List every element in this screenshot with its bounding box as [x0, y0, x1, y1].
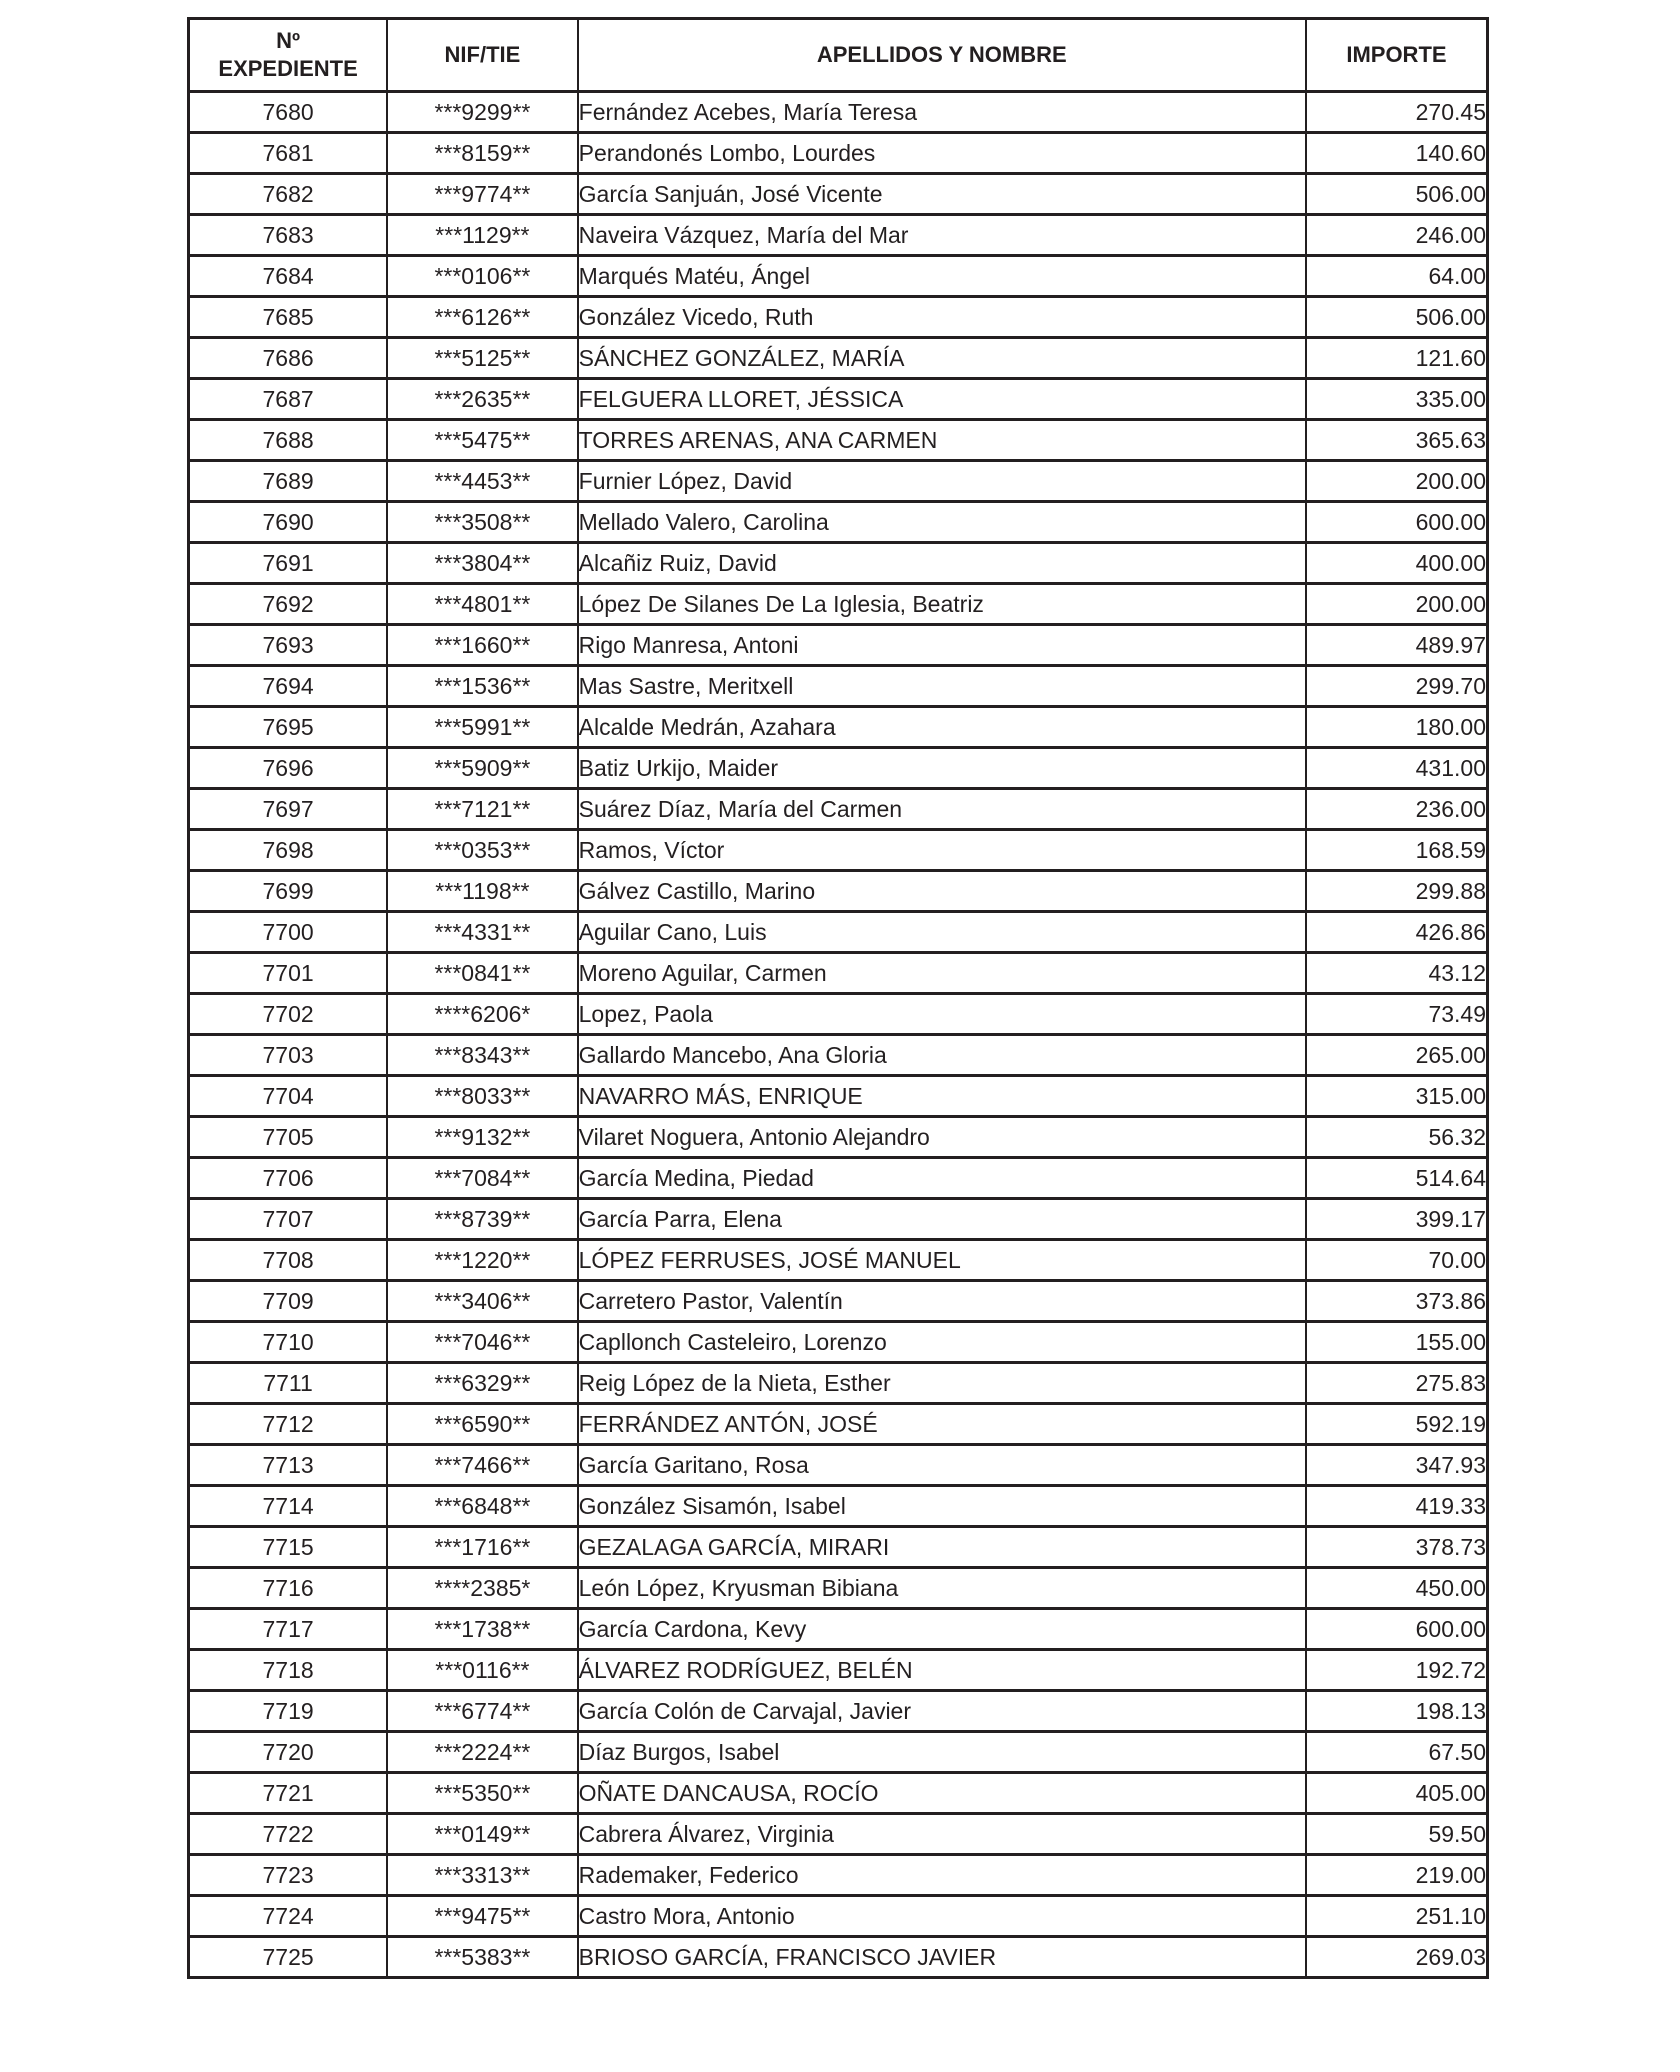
table-row	[189, 256, 1488, 297]
cell-importe: 155.00	[1306, 1322, 1488, 1363]
cell-nombre: GEZALAGA GARCÍA, MIRARI	[578, 1527, 1306, 1568]
cell-nombre: SÁNCHEZ GONZÁLEZ, MARÍA	[578, 338, 1306, 379]
cell-nombre: FELGUERA LLORET, JÉSSICA	[578, 379, 1306, 420]
cell-nif: ***7121**	[387, 789, 577, 830]
table-row	[189, 871, 1488, 912]
table-row	[189, 543, 1488, 584]
cell-importe: 450.00	[1306, 1568, 1488, 1609]
cell-nif: ***9475**	[387, 1896, 577, 1937]
cell-importe: 335.00	[1306, 379, 1488, 420]
cell-nif: ***2635**	[387, 379, 577, 420]
table-row	[189, 1568, 1488, 1609]
cell-expediente: 7723	[189, 1855, 388, 1896]
cell-expediente: 7720	[189, 1732, 388, 1773]
cell-nif: ***0116**	[387, 1650, 577, 1691]
cell-expediente: 7697	[189, 789, 388, 830]
cell-nif: ***7046**	[387, 1322, 577, 1363]
cell-importe: 400.00	[1306, 543, 1488, 584]
cell-nif: ***6774**	[387, 1691, 577, 1732]
cell-nif: ***8159**	[387, 133, 577, 174]
cell-importe: 265.00	[1306, 1035, 1488, 1076]
cell-nombre: Naveira Vázquez, María del Mar	[578, 215, 1306, 256]
cell-nombre: García Sanjuán, José Vicente	[578, 174, 1306, 215]
cell-nif: ***3406**	[387, 1281, 577, 1322]
cell-nombre: Marqués Matéu, Ángel	[578, 256, 1306, 297]
cell-nombre: TORRES ARENAS, ANA CARMEN	[578, 420, 1306, 461]
cell-importe: 373.86	[1306, 1281, 1488, 1322]
table-row	[189, 420, 1488, 461]
cell-importe: 192.72	[1306, 1650, 1488, 1691]
cell-expediente: 7715	[189, 1527, 388, 1568]
cell-expediente: 7717	[189, 1609, 388, 1650]
table-row	[189, 1363, 1488, 1404]
cell-nombre: Moreno Aguilar, Carmen	[578, 953, 1306, 994]
table-row	[189, 1609, 1488, 1650]
cell-nif: ***2224**	[387, 1732, 577, 1773]
cell-expediente: 7704	[189, 1076, 388, 1117]
cell-nombre: Suárez Díaz, María del Carmen	[578, 789, 1306, 830]
cell-nif: ***5350**	[387, 1773, 577, 1814]
cell-nombre: Batiz Urkijo, Maider	[578, 748, 1306, 789]
cell-expediente: 7689	[189, 461, 388, 502]
header-importe: IMPORTE	[1306, 19, 1488, 92]
cell-importe: 200.00	[1306, 461, 1488, 502]
header-expediente-line2: EXPEDIENTE	[218, 56, 358, 81]
table-row	[189, 625, 1488, 666]
cell-nif: ***4331**	[387, 912, 577, 953]
cell-nombre: Furnier López, David	[578, 461, 1306, 502]
header-row	[189, 19, 1488, 92]
cell-expediente: 7683	[189, 215, 388, 256]
cell-nombre: León López, Kryusman Bibiana	[578, 1568, 1306, 1609]
cell-nombre: NAVARRO MÁS, ENRIQUE	[578, 1076, 1306, 1117]
cell-nombre: Cabrera Álvarez, Virginia	[578, 1814, 1306, 1855]
table-row	[189, 1445, 1488, 1486]
cell-expediente: 7691	[189, 543, 388, 584]
cell-nombre: López De Silanes De La Iglesia, Beatriz	[578, 584, 1306, 625]
cell-expediente: 7712	[189, 1404, 388, 1445]
cell-expediente: 7714	[189, 1486, 388, 1527]
cell-nombre: ÁLVAREZ RODRÍGUEZ, BELÉN	[578, 1650, 1306, 1691]
cell-nombre: García Parra, Elena	[578, 1199, 1306, 1240]
header-nif: NIF/TIE	[387, 19, 577, 92]
cell-nif: ***6329**	[387, 1363, 577, 1404]
table-row	[189, 1322, 1488, 1363]
cell-importe: 600.00	[1306, 1609, 1488, 1650]
table-row	[189, 830, 1488, 871]
cell-nombre: García Colón de Carvajal, Javier	[578, 1691, 1306, 1732]
cell-expediente: 7701	[189, 953, 388, 994]
cell-expediente: 7685	[189, 297, 388, 338]
cell-importe: 405.00	[1306, 1773, 1488, 1814]
cell-importe: 70.00	[1306, 1240, 1488, 1281]
table-body	[189, 92, 1488, 1978]
cell-nombre: Gálvez Castillo, Marino	[578, 871, 1306, 912]
cell-nif: ***0106**	[387, 256, 577, 297]
cell-expediente: 7711	[189, 1363, 388, 1404]
table-row	[189, 994, 1488, 1035]
table-header	[189, 19, 1488, 92]
cell-expediente: 7700	[189, 912, 388, 953]
header-nombre: APELLIDOS Y NOMBRE	[578, 19, 1306, 92]
cell-nif: ***4453**	[387, 461, 577, 502]
table-row	[189, 953, 1488, 994]
table-row	[189, 174, 1488, 215]
cell-expediente: 7722	[189, 1814, 388, 1855]
cell-importe: 506.00	[1306, 297, 1488, 338]
table-row	[189, 707, 1488, 748]
cell-importe: 246.00	[1306, 215, 1488, 256]
cell-nombre: Mas Sastre, Meritxell	[578, 666, 1306, 707]
cell-nif: ***5383**	[387, 1937, 577, 1978]
table-row	[189, 748, 1488, 789]
table-row	[189, 912, 1488, 953]
cell-nombre: Perandonés Lombo, Lourdes	[578, 133, 1306, 174]
cell-nombre: Castro Mora, Antonio	[578, 1896, 1306, 1937]
cell-nif: ***0149**	[387, 1814, 577, 1855]
cell-nombre: González Sisamón, Isabel	[578, 1486, 1306, 1527]
cell-nif: ***0841**	[387, 953, 577, 994]
cell-expediente: 7719	[189, 1691, 388, 1732]
cell-expediente: 7713	[189, 1445, 388, 1486]
cell-nif: ***3313**	[387, 1855, 577, 1896]
cell-importe: 378.73	[1306, 1527, 1488, 1568]
table-row	[189, 379, 1488, 420]
cell-importe: 592.19	[1306, 1404, 1488, 1445]
cell-nif: ***1198**	[387, 871, 577, 912]
cell-expediente: 7710	[189, 1322, 388, 1363]
cell-nombre: Rigo Manresa, Antoni	[578, 625, 1306, 666]
cell-importe: 219.00	[1306, 1855, 1488, 1896]
cell-expediente: 7706	[189, 1158, 388, 1199]
cell-importe: 299.88	[1306, 871, 1488, 912]
cell-importe: 64.00	[1306, 256, 1488, 297]
beneficiaries-table	[187, 17, 1489, 1979]
table-row	[189, 789, 1488, 830]
cell-expediente: 7698	[189, 830, 388, 871]
cell-nif: ***6126**	[387, 297, 577, 338]
cell-nif: ***8343**	[387, 1035, 577, 1076]
cell-importe: 431.00	[1306, 748, 1488, 789]
cell-nif: ***8739**	[387, 1199, 577, 1240]
cell-importe: 121.60	[1306, 338, 1488, 379]
cell-nombre: Aguilar Cano, Luis	[578, 912, 1306, 953]
cell-nif: ***1738**	[387, 1609, 577, 1650]
cell-expediente: 7680	[189, 92, 388, 133]
cell-importe: 180.00	[1306, 707, 1488, 748]
table-row	[189, 1117, 1488, 1158]
cell-nif: ***1129**	[387, 215, 577, 256]
cell-importe: 275.83	[1306, 1363, 1488, 1404]
cell-nombre: LÓPEZ FERRUSES, JOSÉ MANUEL	[578, 1240, 1306, 1281]
cell-nombre: Mellado Valero, Carolina	[578, 502, 1306, 543]
table-row	[189, 1937, 1488, 1978]
cell-importe: 315.00	[1306, 1076, 1488, 1117]
cell-importe: 299.70	[1306, 666, 1488, 707]
table-row	[189, 1896, 1488, 1937]
cell-importe: 67.50	[1306, 1732, 1488, 1773]
cell-expediente: 7687	[189, 379, 388, 420]
cell-nif: ***9132**	[387, 1117, 577, 1158]
cell-importe: 270.45	[1306, 92, 1488, 133]
cell-expediente: 7694	[189, 666, 388, 707]
table-row	[189, 297, 1488, 338]
cell-importe: 43.12	[1306, 953, 1488, 994]
cell-importe: 56.32	[1306, 1117, 1488, 1158]
cell-expediente: 7702	[189, 994, 388, 1035]
table-row	[189, 666, 1488, 707]
header-expediente	[189, 19, 388, 92]
cell-importe: 73.49	[1306, 994, 1488, 1035]
cell-nif: ***1220**	[387, 1240, 577, 1281]
cell-expediente: 7682	[189, 174, 388, 215]
table-row	[189, 1076, 1488, 1117]
cell-importe: 200.00	[1306, 584, 1488, 625]
cell-expediente: 7724	[189, 1896, 388, 1937]
cell-nif: ***6848**	[387, 1486, 577, 1527]
cell-expediente: 7708	[189, 1240, 388, 1281]
cell-importe: 269.03	[1306, 1937, 1488, 1978]
cell-expediente: 7686	[189, 338, 388, 379]
cell-nif: ***7084**	[387, 1158, 577, 1199]
table-row	[189, 1158, 1488, 1199]
cell-expediente: 7725	[189, 1937, 388, 1978]
cell-expediente: 7705	[189, 1117, 388, 1158]
cell-importe: 236.00	[1306, 789, 1488, 830]
cell-expediente: 7688	[189, 420, 388, 461]
table-row	[189, 502, 1488, 543]
cell-nombre: Reig López de la Nieta, Esther	[578, 1363, 1306, 1404]
cell-nif: ***1660**	[387, 625, 577, 666]
cell-nif: ****2385*	[387, 1568, 577, 1609]
cell-nombre: Díaz Burgos, Isabel	[578, 1732, 1306, 1773]
cell-nombre: Fernández Acebes, María Teresa	[578, 92, 1306, 133]
cell-expediente: 7690	[189, 502, 388, 543]
table-row	[189, 584, 1488, 625]
cell-expediente: 7709	[189, 1281, 388, 1322]
cell-nif: ***3508**	[387, 502, 577, 543]
cell-expediente: 7703	[189, 1035, 388, 1076]
cell-nombre: Alcañiz Ruiz, David	[578, 543, 1306, 584]
table-row	[189, 461, 1488, 502]
cell-importe: 489.97	[1306, 625, 1488, 666]
cell-nombre: BRIOSO GARCÍA, FRANCISCO JAVIER	[578, 1937, 1306, 1978]
cell-nif: ****6206*	[387, 994, 577, 1035]
cell-importe: 426.86	[1306, 912, 1488, 953]
table-row	[189, 1855, 1488, 1896]
table-row	[189, 1035, 1488, 1076]
cell-expediente: 7693	[189, 625, 388, 666]
table-row	[189, 1814, 1488, 1855]
table-row	[189, 1404, 1488, 1445]
table-row	[189, 1199, 1488, 1240]
cell-importe: 251.10	[1306, 1896, 1488, 1937]
cell-nif: ***0353**	[387, 830, 577, 871]
table-row	[189, 1691, 1488, 1732]
table-row	[189, 1281, 1488, 1322]
cell-importe: 506.00	[1306, 174, 1488, 215]
table-row	[189, 215, 1488, 256]
cell-importe: 600.00	[1306, 502, 1488, 543]
cell-nombre: Carretero Pastor, Valentín	[578, 1281, 1306, 1322]
cell-nombre: Lopez, Paola	[578, 994, 1306, 1035]
cell-nombre: García Cardona, Kevy	[578, 1609, 1306, 1650]
table-row	[189, 1732, 1488, 1773]
cell-expediente: 7684	[189, 256, 388, 297]
cell-importe: 399.17	[1306, 1199, 1488, 1240]
cell-nif: ***5125**	[387, 338, 577, 379]
cell-importe: 365.63	[1306, 420, 1488, 461]
cell-expediente: 7707	[189, 1199, 388, 1240]
cell-nif: ***5909**	[387, 748, 577, 789]
cell-nif: ***7466**	[387, 1445, 577, 1486]
cell-nombre: Capllonch Casteleiro, Lorenzo	[578, 1322, 1306, 1363]
cell-nombre: Alcalde Medrán, Azahara	[578, 707, 1306, 748]
cell-nombre: Vilaret Noguera, Antonio Alejandro	[578, 1117, 1306, 1158]
cell-expediente: 7695	[189, 707, 388, 748]
cell-nif: ***1536**	[387, 666, 577, 707]
cell-nombre: Gallardo Mancebo, Ana Gloria	[578, 1035, 1306, 1076]
cell-nif: ***5475**	[387, 420, 577, 461]
cell-expediente: 7721	[189, 1773, 388, 1814]
cell-nombre: García Medina, Piedad	[578, 1158, 1306, 1199]
table-row	[189, 338, 1488, 379]
cell-nif: ***6590**	[387, 1404, 577, 1445]
cell-nif: ***8033**	[387, 1076, 577, 1117]
table-row	[189, 1486, 1488, 1527]
cell-nombre: González Vicedo, Ruth	[578, 297, 1306, 338]
table-row	[189, 133, 1488, 174]
cell-importe: 168.59	[1306, 830, 1488, 871]
cell-importe: 347.93	[1306, 1445, 1488, 1486]
cell-nombre: OÑATE DANCAUSA, ROCÍO	[578, 1773, 1306, 1814]
cell-importe: 198.13	[1306, 1691, 1488, 1732]
cell-expediente: 7718	[189, 1650, 388, 1691]
cell-expediente: 7692	[189, 584, 388, 625]
cell-nombre: Rademaker, Federico	[578, 1855, 1306, 1896]
cell-nif: ***4801**	[387, 584, 577, 625]
cell-nif: ***9299**	[387, 92, 577, 133]
cell-nif: ***1716**	[387, 1527, 577, 1568]
cell-nif: ***9774**	[387, 174, 577, 215]
cell-expediente: 7699	[189, 871, 388, 912]
table-row	[189, 1650, 1488, 1691]
table-row	[189, 1527, 1488, 1568]
cell-importe: 59.50	[1306, 1814, 1488, 1855]
cell-importe: 514.64	[1306, 1158, 1488, 1199]
table-row	[189, 1240, 1488, 1281]
cell-nombre: FERRÁNDEZ ANTÓN, JOSÉ	[578, 1404, 1306, 1445]
cell-nif: ***3804**	[387, 543, 577, 584]
cell-expediente: 7681	[189, 133, 388, 174]
table-row	[189, 92, 1488, 133]
cell-nombre: Ramos, Víctor	[578, 830, 1306, 871]
cell-importe: 419.33	[1306, 1486, 1488, 1527]
cell-importe: 140.60	[1306, 133, 1488, 174]
table-row	[189, 1773, 1488, 1814]
cell-nombre: García Garitano, Rosa	[578, 1445, 1306, 1486]
cell-expediente: 7716	[189, 1568, 388, 1609]
header-expediente-line1: Nº	[276, 28, 301, 53]
cell-nif: ***5991**	[387, 707, 577, 748]
cell-expediente: 7696	[189, 748, 388, 789]
